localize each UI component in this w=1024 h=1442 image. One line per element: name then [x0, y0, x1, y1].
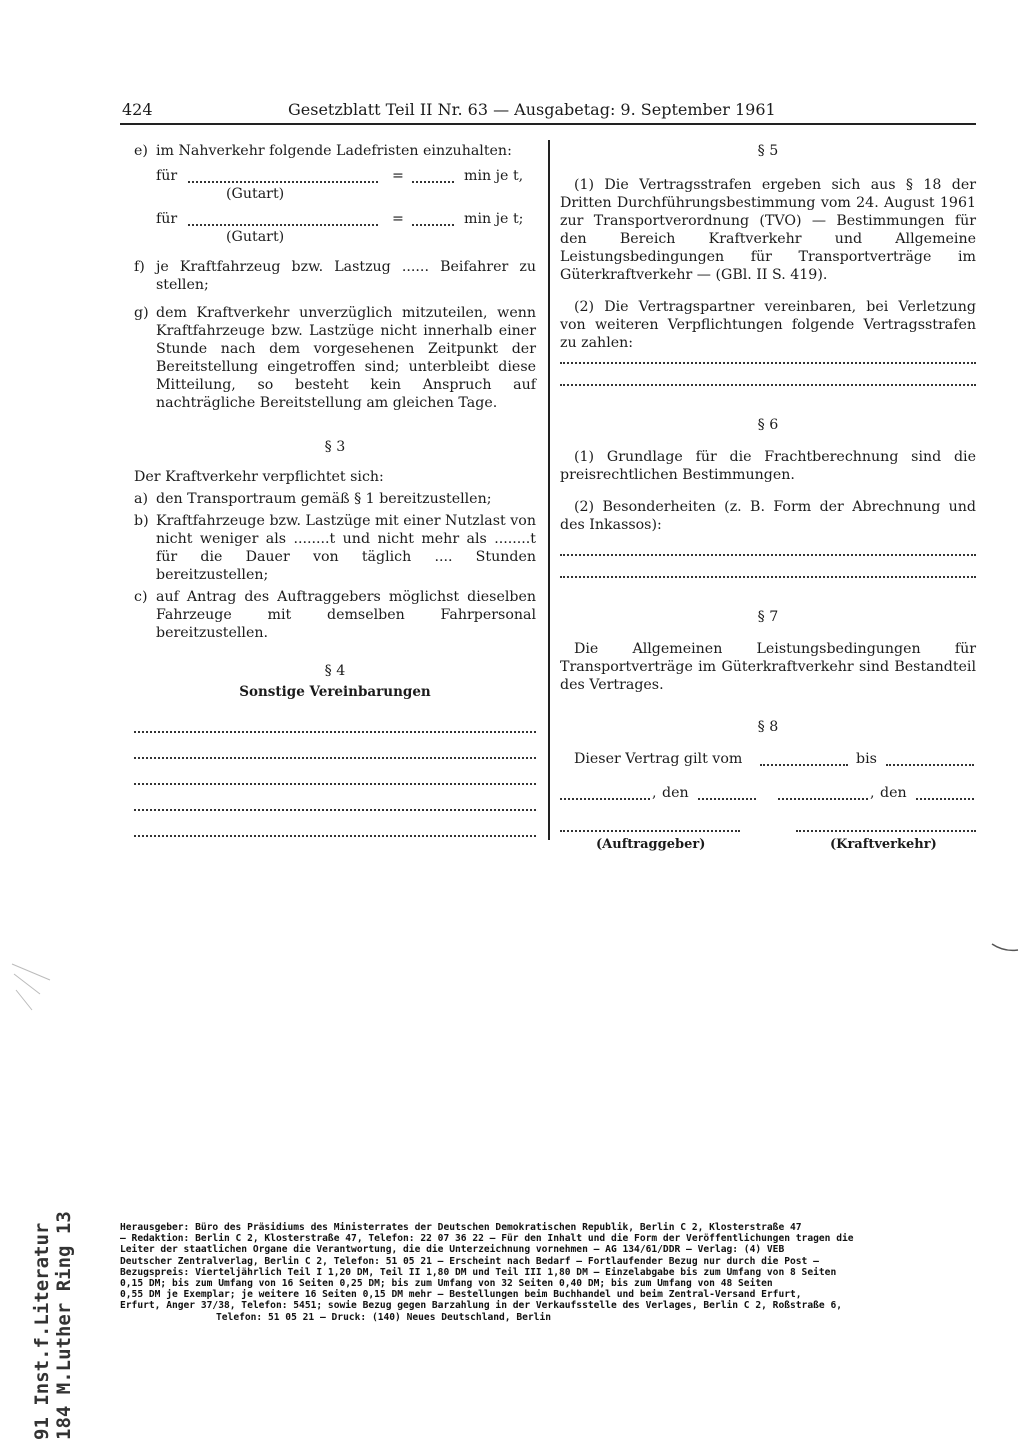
- imprint-line: 0,15 DM; bis zum Umfang von 16 Seiten 0,25 DM; bis zum Umfang von 32 Seiten 0,40 DM; bis zum Umfang von 48 Seiten: [120, 1278, 773, 1290]
- clause-c-text: auf Antrag des Auftraggebers möglichst dieselben Fahrzeuge mit demselben Fahrpersonal bereitzustellen.: [156, 589, 536, 641]
- section-5-paragraph-1: (1) Die Vertragsstrafen ergeben sich aus § 18 der Dritten Durchführungsbestimmung vom 24. August 1961 zur Transportverordnung (TVO) — Bestimmungen für den Bereich Kraftverkehr und Allgemeine Leistungsbedingungen für Transportverträge im Güterkraftverkehr — (GBl. II S. 419).: [560, 177, 976, 283]
- clause-b-text: Kraftfahrzeuge bzw. Lastzüge mit einer Nutzlast von nicht weniger als ........t und nicht mehr als ........t für die Dauer von täglich .... Stunden bereitzustellen;: [156, 513, 536, 583]
- imprint-line: Bezugspreis: Vierteljährlich Teil I 1,20 DM, Teil II 1,80 DM und Teil III 1,80 DM — Einzelabgabe bis zum Umfang von 8 Seiten: [120, 1266, 837, 1278]
- ladefrist-row-1-gutart-blank: [188, 167, 378, 183]
- ladefrist-row-1-min-blank: [412, 167, 454, 183]
- caption-kraftverkehr: (Kraftverkehr): [830, 837, 937, 852]
- left-column: [134, 142, 536, 837]
- clause-a: [134, 490, 536, 508]
- place-blank-2: [778, 784, 868, 800]
- section-5-heading: § 5: [757, 143, 779, 159]
- dotted-line: [134, 759, 536, 785]
- validity-from-blank: [760, 750, 848, 766]
- dotted-line: [134, 811, 536, 837]
- section-3-heading: § 3: [324, 439, 346, 455]
- clause-f-text: je Kraftfahrzeug bzw. Lastzug ...... Beifahrer zu stellen;: [156, 259, 536, 293]
- section-7-heading: § 7: [757, 609, 779, 625]
- ladefrist-row-2-min-blank: [412, 210, 454, 226]
- imprint-line: Deutscher Zentralverlag, Berlin C 2, Telefon: 51 05 21 — Erscheint nach Bedarf — Fortlaufender Bezug nur durch die Post —: [120, 1255, 819, 1267]
- date-blank-1: [698, 784, 756, 800]
- clause-e: [134, 142, 536, 160]
- ladefrist-row-1-equals: =: [392, 168, 404, 184]
- section-6-heading: § 6: [757, 417, 779, 433]
- dotted-line: [560, 364, 976, 386]
- validity-from-label: Dieser Vertrag gilt vom: [574, 751, 743, 767]
- ladefrist-row-2-tail: min je t;: [464, 211, 524, 227]
- clause-b: [134, 512, 536, 584]
- imprint: [120, 1222, 984, 1323]
- ladefrist-row-2-fuer: für: [156, 211, 178, 227]
- library-stamp: [31, 1140, 77, 1440]
- clause-g-text: dem Kraftverkehr unverzüglich mitzuteilen, wenn Kraftfahrzeuge bzw. Lastzüge nicht innerhalb einer Stunde nach dem vorgesehenen Zeitpunkt der Bereitstellung eingetroffen sind; unterbleibt diese Mitteilung, so besteht kein Anspruch auf nachträgliche Bereitstellung am gleichen Tage.: [156, 305, 536, 411]
- dotted-line: [560, 556, 976, 578]
- clause-g: [134, 304, 536, 412]
- ladefrist-row-2: [134, 210, 536, 228]
- section-4-blank-lines: [134, 707, 536, 837]
- date-blank-2: [916, 784, 974, 800]
- column-divider: [548, 140, 550, 840]
- imprint-line: Telefon: 51 05 21 — Druck: (140) Neues Deutschland, Berlin: [216, 1311, 552, 1323]
- den-label-1: den: [662, 785, 689, 801]
- page-number: 424: [122, 100, 153, 119]
- signature-blank-auftraggeber: [560, 816, 740, 832]
- imprint-line: Herausgeber: Büro des Präsidiums des Ministerrates der Deutschen Demokratischen Republik, Berlin C 2, Klosterstraße 47: [120, 1222, 802, 1233]
- section-6-paragraph-2: (2) Besonderheiten (z. B. Form der Abrechnung und des Inkassos):: [560, 499, 976, 533]
- clause-e-text: im Nahverkehr folgende Ladefristen einzuhalten:: [156, 143, 512, 159]
- dotted-line: [134, 785, 536, 811]
- imprint-line: Erfurt, Anger 37/38, Telefon: 5451; sowie Bezug gegen Barzahlung in der Verkaufsstelle des Verlages, Berlin C 2, Roßstraße 6,: [120, 1300, 842, 1312]
- right-column: [560, 142, 976, 854]
- clause-c: [134, 588, 536, 642]
- validity-to-blank: [886, 750, 974, 766]
- clause-f: [134, 258, 536, 294]
- section-7-paragraph: Die Allgemeinen Leistungsbedingungen für Transportverträge im Güterkraftverkehr sind Bestandteil des Vertrages.: [560, 641, 976, 693]
- den-label-2: den: [880, 785, 907, 801]
- place-date-line: , den , den: [560, 784, 976, 802]
- header-rule: [120, 123, 976, 125]
- signature-captions: [560, 836, 976, 854]
- section-8-heading: § 8: [757, 719, 779, 735]
- section-5-paragraph-2: (2) Die Vertragspartner vereinbaren, bei Verletzung von weiteren Verpflichtungen folgende Vertragsstrafen zu zahlen:: [560, 299, 976, 351]
- scan-mark-icon: [990, 940, 1020, 954]
- clause-e-label: e): [134, 143, 148, 159]
- dotted-line: [134, 707, 536, 733]
- validity-to-label: bis: [856, 751, 877, 767]
- dotted-line: [560, 534, 976, 556]
- clause-f-label: f): [134, 259, 145, 275]
- section-4-heading: § 4: [324, 663, 346, 679]
- signature-blank-kraftverkehr: [796, 816, 976, 832]
- ladefrist-row-1: [134, 167, 536, 185]
- signature-line: [560, 816, 976, 834]
- gutart-caption-1: (Gutart): [226, 186, 285, 202]
- section-3-intro: Der Kraftverkehr verpflichtet sich:: [134, 469, 384, 485]
- ladefrist-row-1-fuer: für: [156, 168, 178, 184]
- dotted-line: [134, 733, 536, 759]
- page-header: [122, 100, 975, 124]
- ladefrist-row-1-tail: min je t,: [464, 168, 524, 184]
- imprint-line: — Redaktion: Berlin C 2, Klosterstraße 47, Telefon: 22 07 36 22 — Für den Inhalt und die Form der Veröffentlichungen tragen die: [120, 1233, 854, 1245]
- stamp-line-2: 184 M.Luther Ring 13: [53, 1211, 75, 1440]
- dotted-line: [560, 352, 976, 364]
- ladefrist-row-2-gutart-blank: [188, 210, 378, 226]
- clause-a-label: a): [134, 491, 148, 507]
- imprint-line: Leiter der staatlichen Organe die Verantwortung, die die Unterzeichnung vornehmen — AG 134/61/DDR — Verlag: (4) VEB: [120, 1244, 785, 1256]
- clause-b-label: b): [134, 513, 149, 529]
- stamp-line-1: 91 Inst.f.Literatur: [31, 1222, 53, 1440]
- clause-a-text: den Transportraum gemäß § 1 bereitzustellen;: [156, 491, 492, 507]
- section-4-title: Sonstige Vereinbarungen: [239, 684, 431, 700]
- clause-g-label: g): [134, 305, 149, 321]
- clause-c-label: c): [134, 589, 148, 605]
- ladefrist-row-2-equals: =: [392, 211, 404, 227]
- validity-line: [560, 750, 976, 768]
- section-6-paragraph-1: (1) Grundlage für die Frachtberechnung sind die preisrechtlichen Bestimmungen.: [560, 449, 976, 483]
- gutart-caption-2: (Gutart): [226, 229, 285, 245]
- scan-smudge-icon: [10, 960, 70, 1020]
- place-blank-1: [560, 784, 650, 800]
- caption-auftraggeber: (Auftraggeber): [596, 837, 706, 852]
- imprint-line: 0,55 DM je Exemplar; je weitere 16 Seiten 0,15 DM mehr — Bestellungen beim Buchhandel und beim Zentral-Versand Erfurt,: [120, 1289, 802, 1301]
- header-title: Gesetzblatt Teil II Nr. 63 — Ausgabetag: 9. September 1961: [288, 100, 776, 119]
